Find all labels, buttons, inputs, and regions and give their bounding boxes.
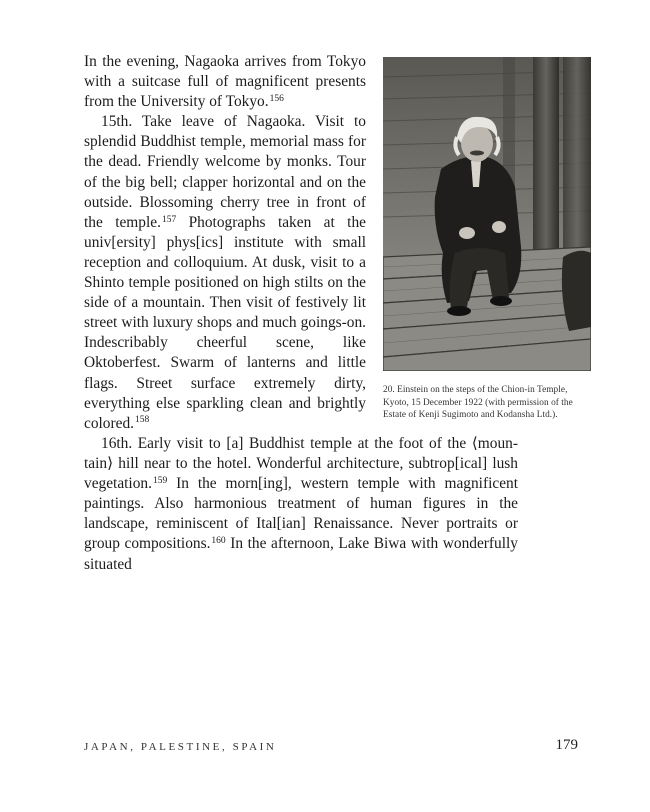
- page-number: 179: [555, 737, 578, 753]
- paragraph-15th: [84, 112, 366, 434]
- paragraph-16th-text-c: In the afternoon, Lake Biwa with wonderfully situated: [84, 535, 518, 573]
- body-text-column: [84, 52, 366, 434]
- body-text-full-width: [84, 434, 518, 575]
- paragraph-15th-text-b: Photographs taken at the univ[ersity] phys[ics] institute with small reception and colloquium. At dusk, visit to a Shinto temple positioned on high stilts on the side of a mountain. Then visit of festively lit street with luxury shops and much goings-on. Indescribably cheerful scene, like Oktoberfest. Swarm of lanterns and little flags. Street surface extremely dirty, everything else sparkling clean and brightly colored.: [84, 213, 366, 432]
- footnote-ref-160: 160: [211, 536, 226, 547]
- paragraph-15th-text-a: 15th. Take leave of Nagaoka. Visit to splendid Buddhist temple, memorial mass for the dead. Friendly welcome by monks. Tour of the big bell; clapper horizontal and on the outside. Blossoming cherry tree in front of the temple.: [84, 113, 366, 231]
- photo-einstein-temple-steps: [383, 57, 591, 371]
- paragraph-evening-text: In the evening, Nagaoka arrives from Tokyo with a suitcase full of magnificent presents from the University of Tokyo.: [84, 53, 366, 111]
- footnote-ref-158: 158: [135, 415, 150, 426]
- caption-line-1: 20. Einstein on the steps of the Chion-in Temple,: [383, 385, 568, 395]
- caption-line-2: Kyoto, 15 December 1922 (with permission of the: [383, 397, 573, 408]
- figure-caption: [383, 384, 595, 422]
- caption-line-3: Estate of Kenji Sugimoto and Kodansha Ltd.).: [383, 410, 558, 421]
- footnote-ref-156: 156: [269, 93, 284, 104]
- paragraph-16th: [84, 434, 518, 575]
- footnote-ref-159: 159: [152, 475, 168, 486]
- paragraph-16th-text-b: In the morn[ing], western temple with magnificent paintings. Also harmonious treatment of human figures in the landscape, reminiscent of Ital[ian] Renaissance. Never portraits or group compositions.: [84, 475, 518, 553]
- footnote-ref-157: 157: [161, 214, 177, 225]
- paragraph-16th-text-a: 16th. Early visit to [a] Buddhist temple at the foot of the ⟨mountain⟩ hill near to the hotel. Wonderful architecture, subtrop[ical] lush vegetation.: [84, 435, 518, 493]
- running-head: JAPAN, PALESTINE, SPAIN: [84, 741, 277, 753]
- paragraph-evening: [84, 52, 366, 112]
- figure-photo: [383, 57, 591, 371]
